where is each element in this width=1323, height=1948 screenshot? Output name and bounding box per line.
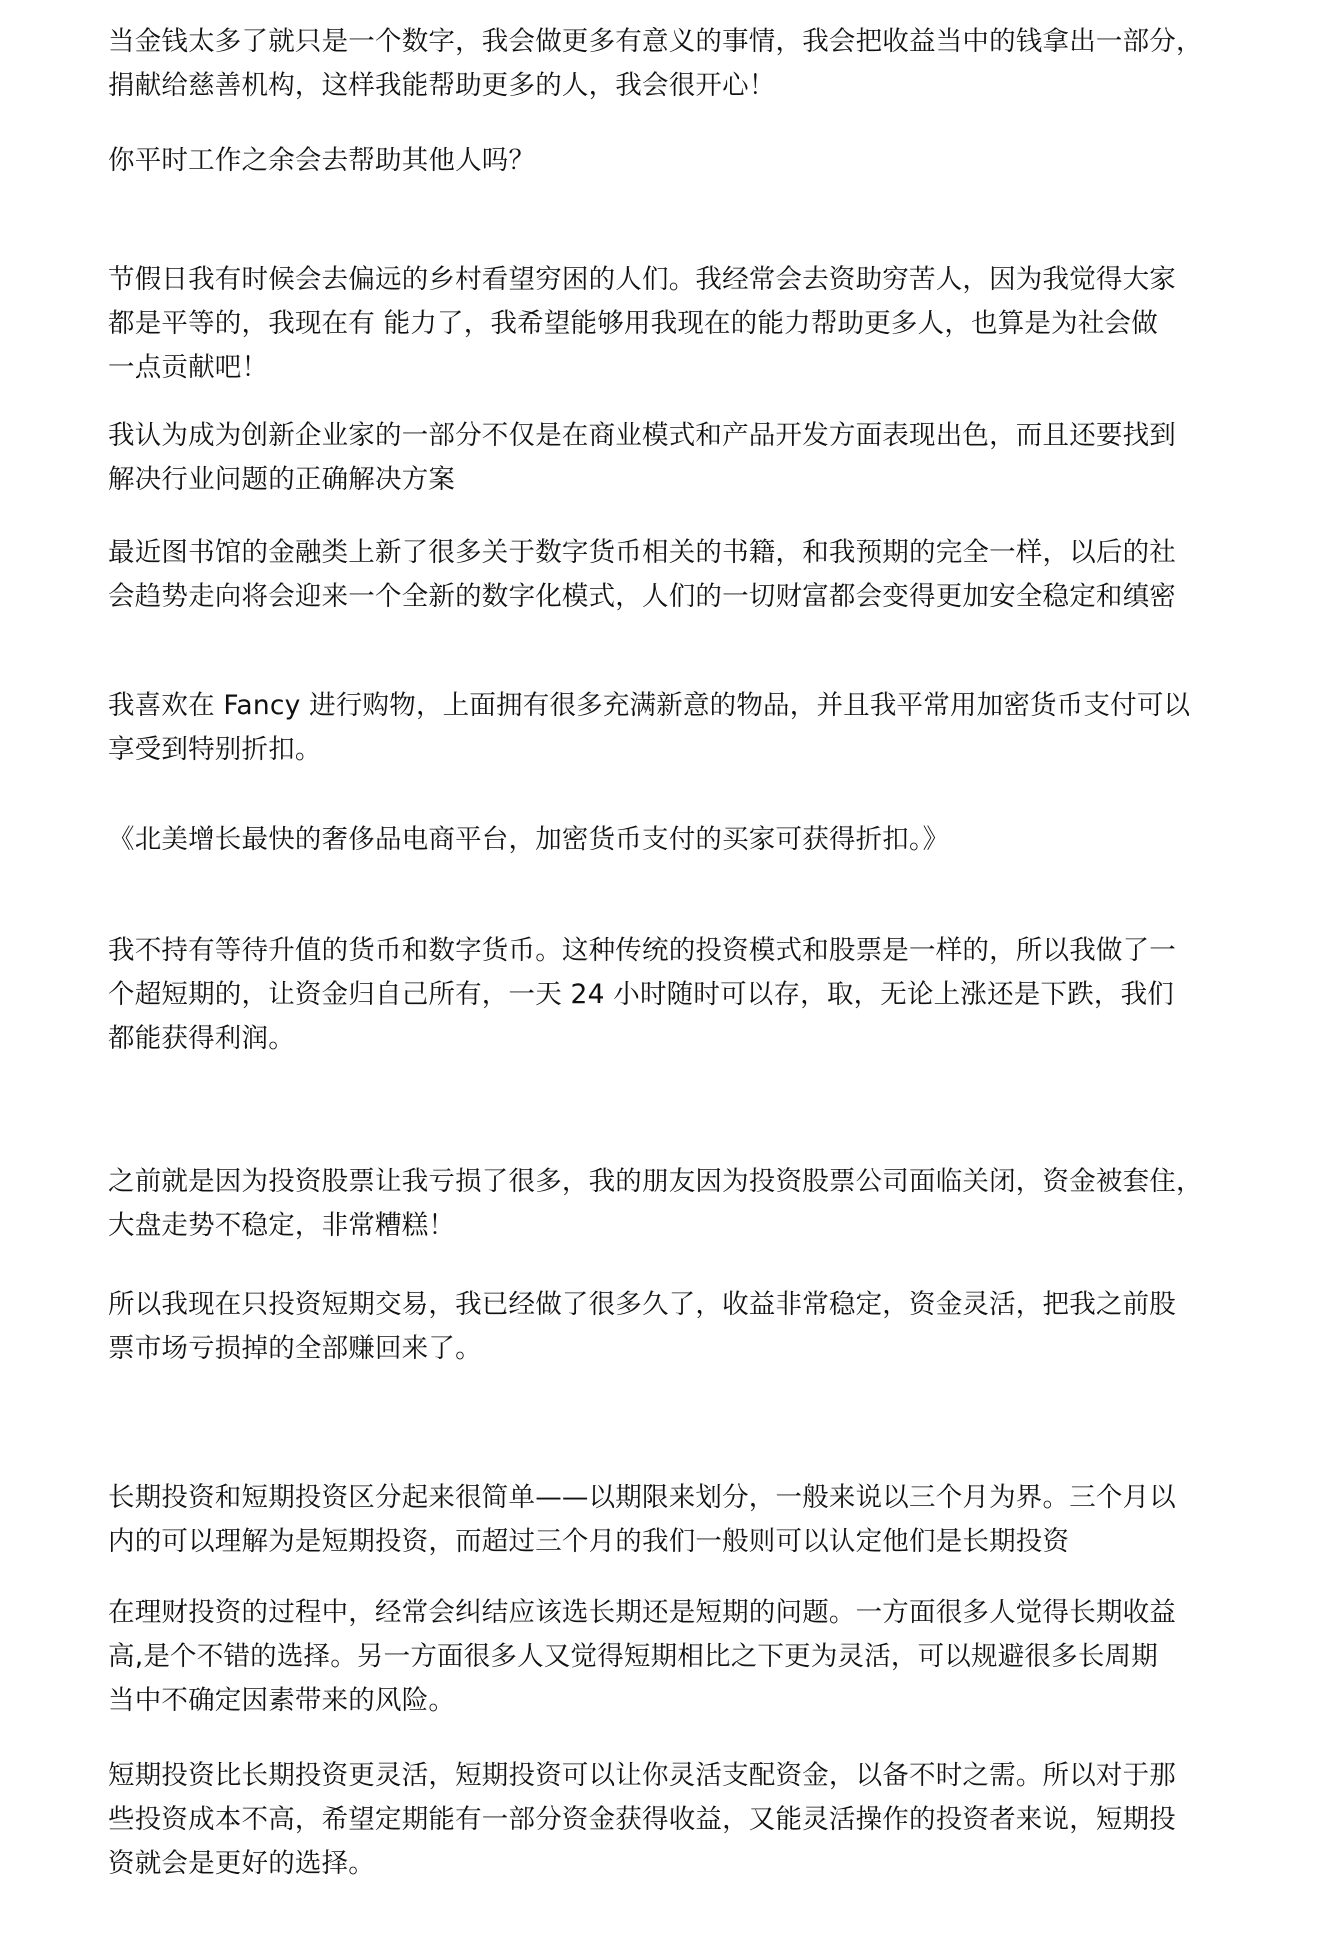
paragraph-charity <box>108 20 1228 108</box>
paragraph-stable-returns <box>108 1283 1228 1371</box>
text-line: 个超短期的，让资金归自己所有，一天 24 小时随时可以存，取，无论上涨还是下跌，我们 <box>108 979 1174 1010</box>
text-line: 我喜欢在 Fancy 进行购物，上面拥有很多充满新意的物品，并且我平常用加密货币支付可以 <box>108 690 1191 721</box>
text-line: 些投资成本不高，希望定期能有一部分资金获得收益，又能灵活操作的投资者来说，短期投 <box>108 1804 1176 1835</box>
text-line: 长期投资和短期投资区分起来很简单——以期限来划分，一般来说以三个月为界。三个月以 <box>108 1482 1176 1513</box>
text-line: 高,是个不错的选择。另一方面很多人又觉得短期相比之下更为灵活，可以规避很多长周期 <box>108 1641 1158 1672</box>
text-line: 大盘走势不稳定，非常糟糕！ <box>108 1210 456 1241</box>
text-line: 《北美增长最快的奢侈品电商平台，加密货币支付的买家可获得折扣。》 <box>108 824 950 855</box>
text-line: 都是平等的，我现在有 能力了，我希望能够用我现在的能力帮助更多人，也算是为社会做 <box>108 308 1158 339</box>
paragraph-stock-loss <box>108 1160 1228 1248</box>
text-line: 享受到特别折扣。 <box>108 734 322 765</box>
paragraph-quote <box>108 818 1228 862</box>
paragraph-long-vs-short <box>108 1476 1228 1564</box>
paragraph-entrepreneur <box>108 414 1228 502</box>
text-line: 捐献给慈善机构，这样我能帮助更多的人，我会很开心！ <box>108 70 776 101</box>
paragraph-flexibility <box>108 1754 1228 1886</box>
text-line: 我不持有等待升值的货币和数字货币。这种传统的投资模式和股票是一样的，所以我做了一 <box>108 935 1176 966</box>
paragraph-library <box>108 531 1228 619</box>
text-line: 短期投资比长期投资更灵活，短期投资可以让你灵活支配资金，以备不时之需。所以对于那 <box>108 1760 1176 1791</box>
text-line: 你平时工作之余会去帮助其他人吗？ <box>108 145 536 176</box>
text-line: 所以我现在只投资短期交易，我已经做了很多久了，收益非常稳定，资金灵活，把我之前股 <box>108 1289 1176 1320</box>
text-line: 我认为成为创新企业家的一部分不仅是在商业模式和产品开发方面表现出色，而且还要找到 <box>108 420 1176 451</box>
text-line: 内的可以理解为是短期投资，而超过三个月的我们一般则可以认定他们是长期投资 <box>108 1526 1070 1557</box>
paragraph-short-term <box>108 929 1228 1061</box>
paragraph-volunteer <box>108 258 1228 390</box>
text-line: 票市场亏损掉的全部赚回来了。 <box>108 1333 482 1364</box>
text-line: 资就会是更好的选择。 <box>108 1848 375 1879</box>
text-line: 最近图书馆的金融类上新了很多关于数字货币相关的书籍，和我预期的完全一样，以后的社 <box>108 537 1176 568</box>
paragraph-fancy <box>108 684 1228 772</box>
text-line: 会趋势走向将会迎来一个全新的数字化模式，人们的一切财富都会变得更加安全稳定和缜密 <box>108 581 1176 612</box>
text-line: 当金钱太多了就只是一个数字，我会做更多有意义的事情，我会把收益当中的钱拿出一部分， <box>108 26 1203 57</box>
text-line: 解决行业问题的正确解决方案 <box>108 464 456 495</box>
text-line: 之前就是因为投资股票让我亏损了很多，我的朋友因为投资股票公司面临关闭，资金被套住， <box>108 1166 1203 1197</box>
text-line: 都能获得利润。 <box>108 1023 295 1054</box>
text-line: 在理财投资的过程中，经常会纠结应该选长期还是短期的问题。一方面很多人觉得长期收益 <box>108 1597 1176 1628</box>
paragraph-dilemma <box>108 1591 1228 1723</box>
text-line: 当中不确定因素带来的风险。 <box>108 1685 456 1716</box>
paragraph-question <box>108 139 1228 183</box>
text-line: 一点贡献吧！ <box>108 352 269 383</box>
text-line: 节假日我有时候会去偏远的乡村看望穷困的人们。我经常会去资助穷苦人，因为我觉得大家 <box>108 264 1176 295</box>
